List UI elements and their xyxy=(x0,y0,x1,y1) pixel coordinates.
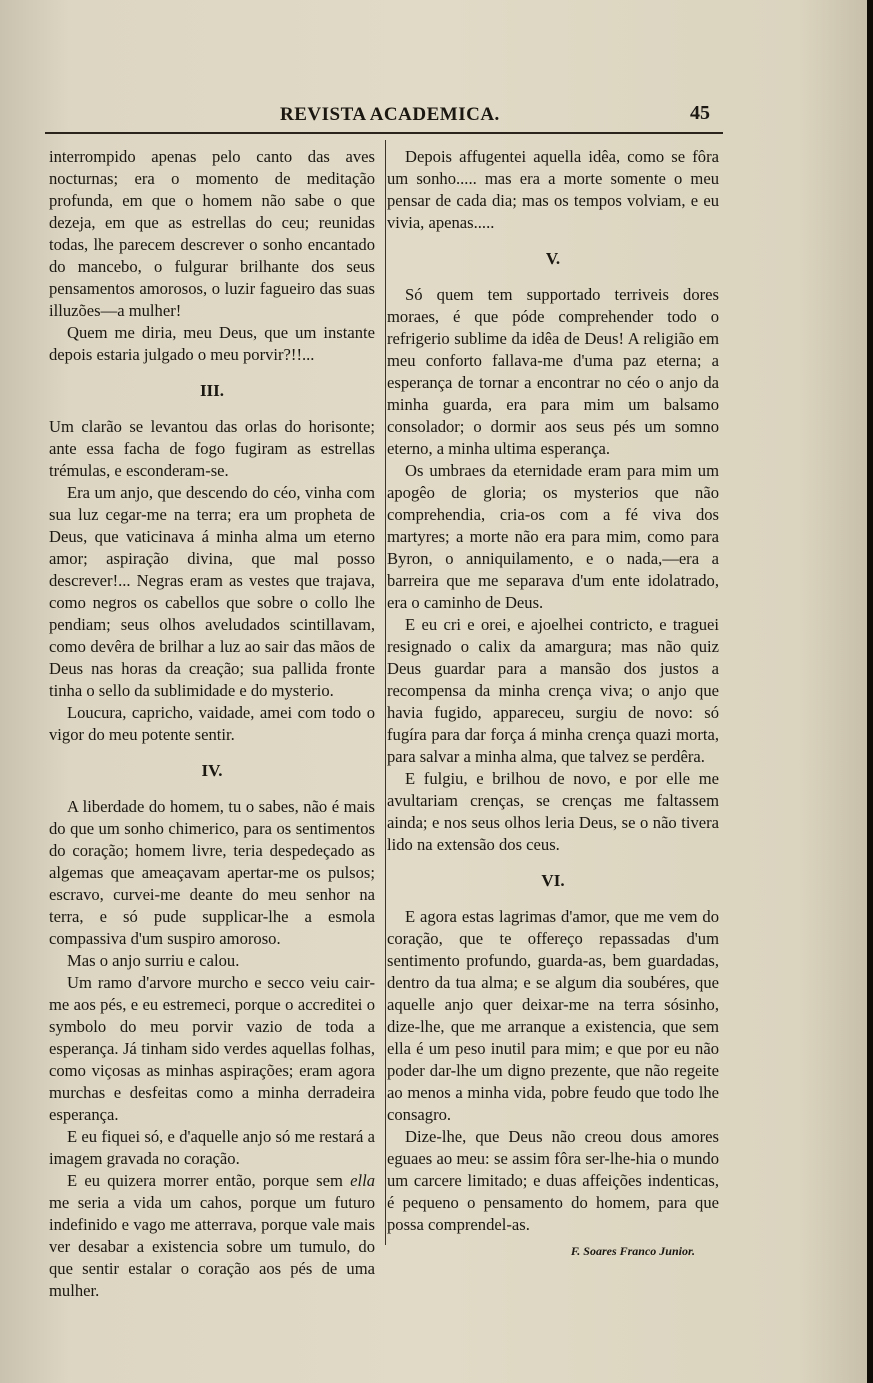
paragraph: interrompido apenas pelo canto das aves nocturnas; era o momento de meditação profunda, em que o homem não sabe o que dezeja, em que as estrellas do ceu; reunidas todas, lhe parecem descrever o sonho encantado do mancebo, o fulgurar brilhante dos seus pensamentos amorosos, o luzir fagueiro das suas illuzões—a mulher! xyxy=(49,147,375,320)
text-run: me seria a vida um cahos, porque um futuro indefinido e vago me atterrava, porque vale mais ver desabar a existencia sobre um tumulo, do que sentir estalar o coração aos pés de uma mulher. xyxy=(49,1193,375,1300)
paragraph: Era um anjo, que descendo do céo, vinha com sua luz cegar-me na terra; era um propheta de Deus, que vaticinava á minha alma um eterno amor; aspiração divina, que mal posso descrever!... Negras eram as vestes que trajava, como negros os cabellos que sobre o collo lhe pendiam; seus olhos aveludados scintillavam, como devêra de brilhar a luz ao sair das mãos de Deus nas horas da creação; sua pallida fronte tinha o sello da sublimidade e do mysterio. xyxy=(49,483,375,700)
paragraph xyxy=(49,1170,375,1302)
author-signature: F. Soares Franco Junior. xyxy=(570,1244,695,1258)
section-heading-iv: IV. xyxy=(201,761,223,780)
page-header xyxy=(0,98,868,132)
section-heading-iii: III. xyxy=(199,381,225,400)
paragraph: E eu cri e orei, e ajoelhei contricto, e traguei resignado o calix da amargura; mas não quiz Deus guardar para a mansão dos justos a recompensa da minha crença viva; o anjo que havia fugido, appareceu, surgiu de novo: só fugíra para dar força á minha crença quazi morta, para salvar a minha alma, que talvez se perdêra. xyxy=(387,615,719,766)
paragraph: Quem me diria, meu Deus, que um instante depois estaria julgado o meu porvir?!!... xyxy=(49,323,375,364)
section-heading-vi: VI. xyxy=(541,871,565,890)
page-number: 45 xyxy=(690,102,710,124)
left-column xyxy=(49,146,375,1302)
header-rule xyxy=(45,132,723,134)
italic-word: ella xyxy=(350,1171,375,1190)
text-run: E eu quizera morrer então, porque sem xyxy=(67,1171,351,1190)
page-edge-shadow xyxy=(867,0,873,1383)
column-divider xyxy=(385,140,386,1245)
paragraph: A liberdade do homem, tu o sabes, não é mais do que um sonho chimerico, para os sentimentos do coração; homem livre, teria despedeçado as algemas que ameaçavam apertar-me os pulsos; escravo, curvei-me deante do meu senhor na terra, e só pude supplicar-lhe a esmola compassiva d'um suspiro amoroso. xyxy=(49,797,375,948)
right-column xyxy=(387,146,719,1262)
paragraph: Um clarão se levantou das orlas do horisonte; ante essa facha de fogo fugiram as estrellas trémulas, e esconderam-se. xyxy=(49,417,375,480)
paragraph: E fulgiu, e brilhou de novo, e por elle me avultariam crenças, se crenças me faltassem ainda; e nos seus olhos leria Deus, se o não tivera lido na extensão dos ceus. xyxy=(387,769,719,854)
paragraph: Depois affugentei aquella idêa, como se fôra um sonho..... mas era a morte somente o meu pensar de cada dia; mas os tempos volviam, e eu vivia, apenas..... xyxy=(387,147,719,232)
paragraph: E agora estas lagrimas d'amor, que me vem do coração, que te offereço repassadas d'um sentimento profundo, guarda-as, bem guardadas, dentro da tua alma; e se algum dia soubéres, que aquelle anjo quer deixar-me na terra sósinho, dize-lhe, que me arranque a existencia, que sem ella é um peso inutil para mim; e que por eu não poder dar-lhe um digno prezente, que não regeite ao menos a minha vida, pobre feudo que todo lhe consagro. xyxy=(387,907,719,1124)
section-heading-v: V. xyxy=(545,249,561,268)
paragraph: Um ramo d'arvore murcho e secco veiu cair-me aos pés, e eu estremeci, porque o accreditei o symbolo do meu porvir vazio de toda a esperança. Já tinham sido verdes aquellas folhas, como viçosas as minhas aspirações; eram agora murchas e desfeitas como a minha derradeira esperança. xyxy=(49,973,375,1124)
paragraph: Loucura, capricho, vaidade, amei com todo o vigor do meu potente sentir. xyxy=(49,703,375,744)
paragraph: Só quem tem supportado terriveis dores moraes, é que póde comprehender todo o refrigerio sublime da idêa de Deus! A religião em meu conforto fallava-me d'uma paz eterna; a esperança de tornar a encontrar no céo o anjo da minha guarda, era para mim um balsamo consolador; o dormir aos seus pés um somno eterno, a minha ultima esperança. xyxy=(387,285,719,458)
paragraph: Dize-lhe, que Deus não creou dous amores eguaes ao meu: se assim fôra ser-lhe-hia o mundo um carcere limitado; e duas affeições indenticas, é pequeno o pensamento do homem, para que possa comprendel-as. xyxy=(387,1127,719,1234)
paragraph: Mas o anjo surriu e calou. xyxy=(67,951,240,970)
paragraph: Os umbraes da eternidade eram para mim um apogêo de gloria; os mysterios que não comprehendia, cria-os com a fé viva dos martyres; a morte não era para mim, como para Byron, o anniquilamento, e o nada,—era a barreira que me separava d'um ente idolatrado, era o caminho de Deus. xyxy=(387,461,719,612)
running-title: REVISTA ACADEMICA. xyxy=(280,104,500,125)
paragraph: E eu fiquei só, e d'aquelle anjo só me restará a imagem gravada no coração. xyxy=(49,1127,375,1168)
